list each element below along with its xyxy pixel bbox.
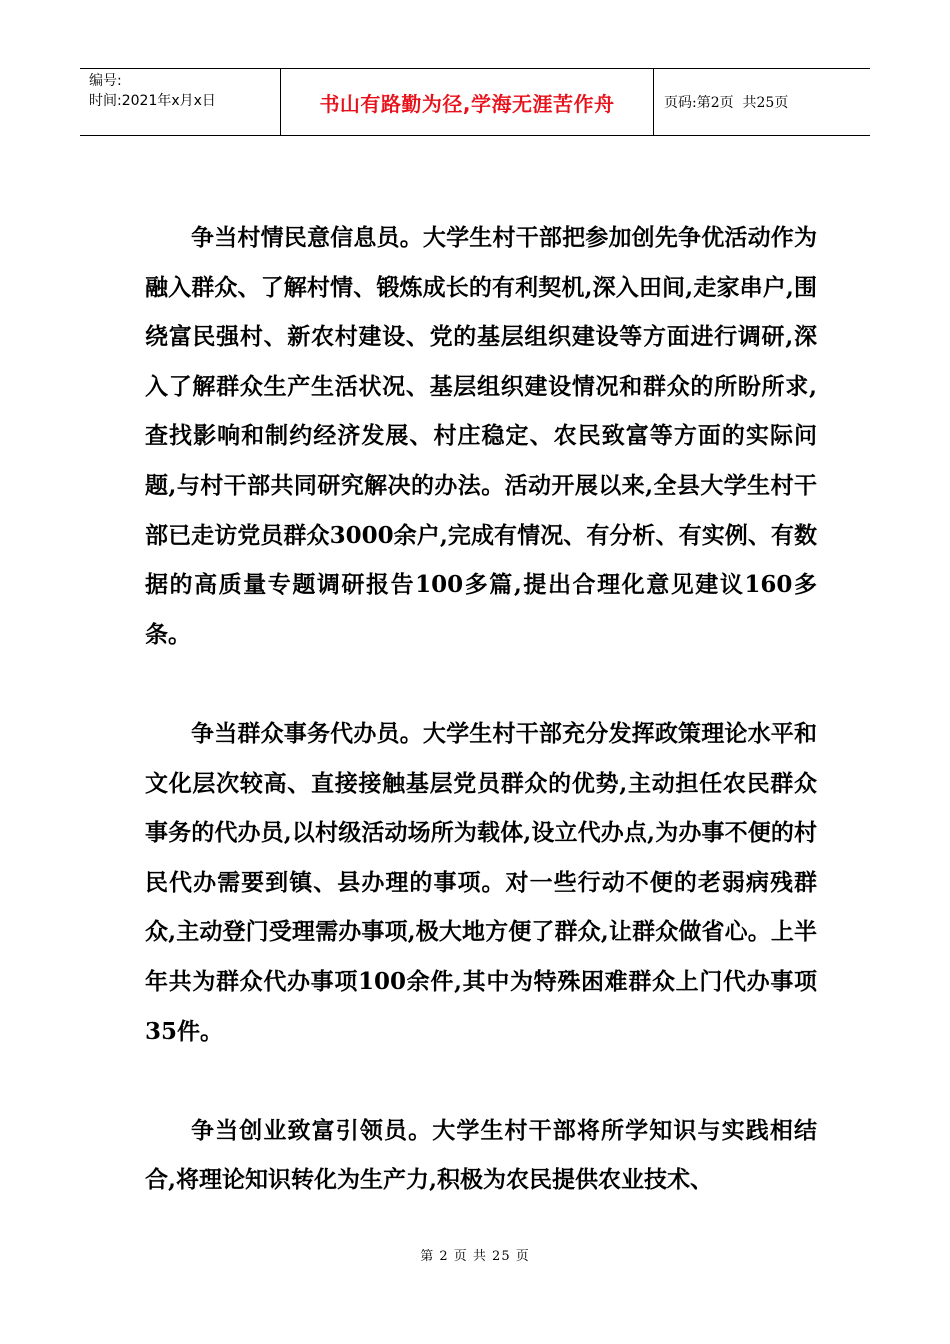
paragraph-entrepreneurship-leader: 争当创业致富引领员。大学生村干部将所学知识与实践相结合,将理论知识转化为生产力,积极为农民提供农业技术、 bbox=[145, 1116, 817, 1194]
header-meta-cell bbox=[80, 69, 281, 135]
header-motto: 书山有路勤为径,学海无涯苦作舟 bbox=[281, 69, 654, 135]
paragraph-info-collector: 争当村情民意信息员。大学生村干部把参加创先争优活动作为融入群众、了解村情、锻炼成长的有利契机,深入田间,走家串户,围绕富民强村、新农村建设、党的基层组织建设等方面进行调研,深入了解群众生产生活状况、基层组织建设情况和群众的所盼所求,查找影响和制约经济发展、村庄稳定、农民致富等方面的实际问题,与村干部共同研究解决的办法。活动开展以来,全县大学生村干部已走访党员群众3000余户,完成有情况、有分析、有实例、有数据的高质量专题调研报告100多篇,提出合理化意见建议160多条。 bbox=[145, 224, 817, 648]
paragraph-affairs-agent: 争当群众事务代办员。大学生村干部充分发挥政策理论水平和文化层次较高、直接接触基层党员群众的优势,主动担任农民群众事务的代办员,以村级活动场所为载体,设立代办点,为办事不便的村民代办需要到镇、县办理的事项。对一些行动不便的老弱病残群众,主动登门受理需办事项,极大地方便了群众,让群众做省心。上半年共为群众代办事项100余件,其中为特殊困难群众上门代办事项35件。 bbox=[145, 719, 817, 1045]
document-body bbox=[145, 213, 817, 1205]
header-page-info: 页码:第2页 共25页 bbox=[664, 95, 789, 111]
header-page-info-cell bbox=[654, 69, 870, 135]
document-time-label: 时间:2021年x月x日 bbox=[89, 93, 216, 109]
document-header bbox=[80, 68, 870, 136]
page-footer: 第 2 页 共 25 页 bbox=[420, 1249, 530, 1264]
document-number-label: 编号: bbox=[89, 73, 122, 89]
